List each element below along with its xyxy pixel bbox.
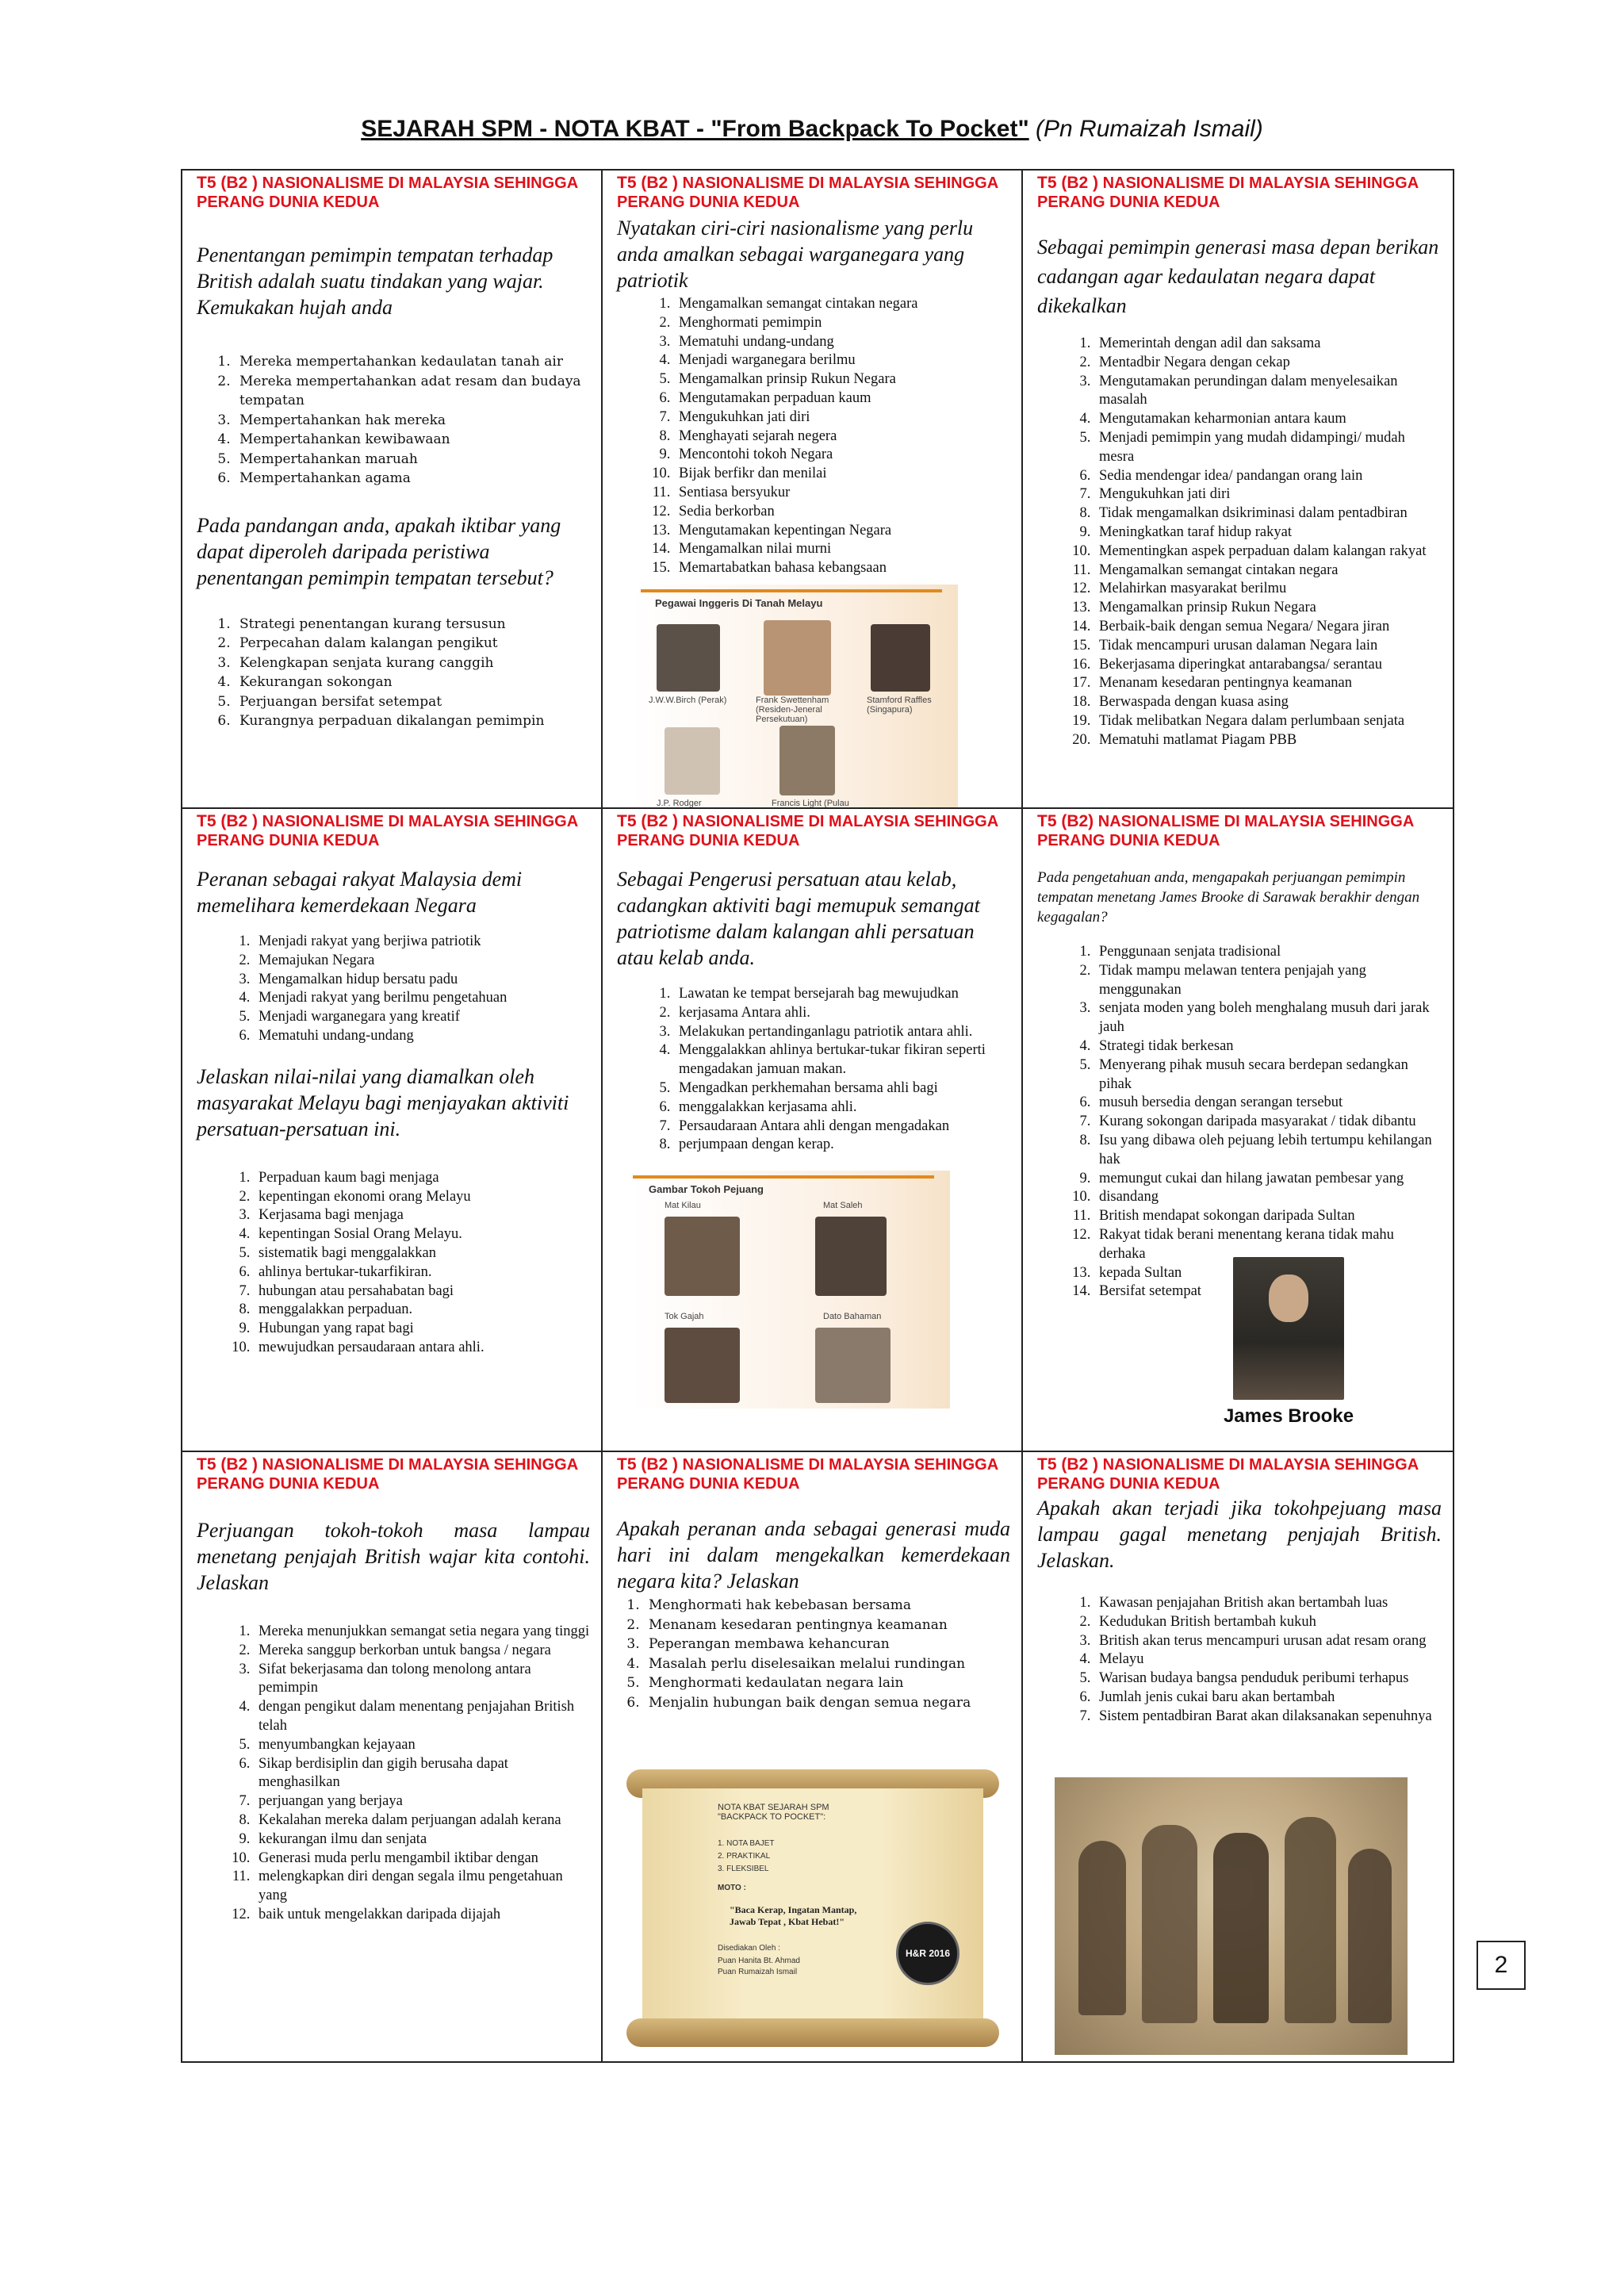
header-text: NASIONALISME DI MALAYSIA SEHINGGA PERANG DUNIA KEDUA [617, 174, 998, 211]
list-item: 2. Perpecahan dalam kalangan pengikut [235, 634, 590, 654]
list-item: 2. kepentingan ekonomi orang Melayu [254, 1188, 590, 1207]
cell-3 [1023, 171, 1453, 809]
scroll-preparer: Puan Hanita Bt. Ahmad [718, 1957, 800, 1965]
image-title: Gambar Tokoh Pejuang [649, 1183, 764, 1196]
notes-grid [181, 169, 1454, 2063]
list-item: 12. baik untuk mengelakkan daripada dijajah [254, 1906, 590, 1925]
list-item: 10. Mementingkan aspek perpaduan dalam kalangan rakyat [1094, 542, 1442, 562]
list-item: 7. Kurang sokongan daripada masyarakat / tidak dibantu [1094, 1113, 1442, 1132]
scroll-title: NOTA KBAT SEJARAH SPM "BACKPACK TO POCKET": [718, 1803, 829, 1822]
list-item: 2. Tidak mampu melawan tentera penjajah yang menggunakan [1094, 962, 1442, 1000]
cell-5 [603, 809, 1023, 1452]
cell-4 [182, 809, 603, 1452]
question: Perjuangan tokoh-tokoh masa lampau menetang penjajah British wajar kita contohi. Jelaskan [197, 1519, 590, 1594]
answer-list [617, 295, 1010, 578]
list-item: 1. Mereka menunjukkan semangat setia negara yang tinggi [254, 1623, 590, 1642]
list-item: 4. Menjadi warganegara berilmu [674, 351, 1010, 370]
list-item: 6. Jumlah jenis cukai baru akan bertambah [1094, 1688, 1442, 1708]
list-item: 1. Menjadi rakyat yang berjiwa patriotik [254, 933, 590, 952]
figure-shape [1348, 1849, 1392, 2023]
list-item: 18. Berwaspada dengan kuasa asing [1094, 693, 1442, 712]
list-item: 8. Isu yang dibawa oleh pejuang lebih tertumpu kehilangan hak [1094, 1132, 1442, 1170]
list-item: 6. musuh bersedia dengan serangan tersebut [1094, 1094, 1442, 1113]
header-code: T5 (B2 ) [197, 1455, 259, 1474]
portrait-rodger [665, 727, 720, 795]
list-item: 15. Memartabatkan bahasa kebangsaan [674, 559, 1010, 578]
figure-shape [1142, 1825, 1197, 2023]
header-text: NASIONALISME DI MALAYSIA SEHINGGA PERANG DUNIA KEDUA [197, 1456, 578, 1493]
scroll-bottom-roll [626, 2018, 999, 2047]
list-item: 11. Mengamalkan semangat cintakan negara [1094, 562, 1442, 581]
list-item: 9. Hubungan yang rapat bagi [254, 1320, 590, 1339]
portrait-light [779, 726, 835, 795]
list-item: 10. disandang [1094, 1188, 1442, 1207]
list-item: 4. kepentingan Sosial Orang Melayu. [254, 1225, 590, 1244]
page-title [0, 116, 1624, 143]
james-brooke-caption: James Brooke [1223, 1405, 1354, 1427]
question: Pada pengetahuan anda, mengapakah perjuangan pemimpin tempatan menetang James Brooke di Sarawak berakhir dengan kegagalan? [1037, 869, 1420, 926]
list-item: 4. Menjadi rakyat yang berilmu pengetahuan [254, 989, 590, 1008]
list-item: 6. Mempertahankan agama [235, 469, 590, 489]
scroll-item: 1. NOTA BAJET [718, 1839, 775, 1848]
cell-6 [1023, 809, 1453, 1452]
scroll-image [626, 1769, 999, 2047]
scroll-preparer: Puan Rumaizah Ismail [718, 1968, 798, 1976]
list-item: 8. perjumpaan dengan kerap. [674, 1136, 1010, 1155]
scroll-moto: "Baca Kerap, Ingatan Mantap, Jawab Tepat , Kbat Hebat!" [730, 1904, 857, 1927]
list-item: 4. Kekurangan sokongan [235, 673, 590, 692]
list-item: 2. Kedudukan British bertambah kukuh [1094, 1613, 1442, 1632]
list-item: 20. Mematuhi matlamat Piagam PBB [1094, 731, 1442, 750]
answer-list [197, 615, 590, 731]
header-text: NASIONALISME DI MALAYSIA SEHINGGA PERANG DUNIA KEDUA [197, 813, 578, 849]
cell-2 [603, 171, 1023, 809]
list-item: 3. Mengutamakan perundingan dalam menyelesaikan masalah [1094, 373, 1442, 411]
list-item: 1. Lawatan ke tempat bersejarah bag mewujudkan [674, 985, 1010, 1004]
title-main: SEJARAH SPM - NOTA KBAT - "From Backpack To Pocket" [361, 116, 1029, 142]
scroll-moto-label: MOTO : [718, 1884, 746, 1892]
list-item: 10. Generasi muda perlu mengambil iktibar dengan [254, 1849, 590, 1869]
list-item: 6. Mematuhi undang-undang [254, 1027, 590, 1046]
cell-header [617, 174, 1010, 212]
list-item: 8. Tidak mengamalkan dsikriminasi dalam pentadbiran [1094, 504, 1442, 523]
header-code: T5 (B2 ) [1037, 174, 1099, 192]
question: Jelaskan nilai-nilai yang diamalkan oleh masyarakat Melayu bagi menjayakan aktiviti persatuan-persatuan ini. [197, 1064, 569, 1140]
british-officers-image [633, 585, 958, 809]
image-title-bar [633, 1175, 934, 1179]
portrait-swettenham [764, 620, 831, 696]
list-item: 5. Menjadi warganegara yang kreatif [254, 1008, 590, 1027]
caption: J.P. Rodger [657, 798, 702, 808]
list-item: 19. Tidak melibatkan Negara dalam perlumbaan senjata [1094, 712, 1442, 731]
portrait-tok-gajah [665, 1328, 740, 1403]
list-item: 10. Bijak berfikr dan menilai [674, 465, 1010, 484]
list-item: 3. Kerjasama bagi menjaga [254, 1206, 590, 1225]
answer-list [617, 985, 1010, 1155]
list-item: 3. Melakukan pertandinganlagu patriotik antara ahli. [674, 1023, 1010, 1042]
answer-list [1037, 335, 1442, 750]
cell-header [1037, 812, 1442, 850]
list-item: 5. menyumbangkan kejayaan [254, 1736, 590, 1755]
answer-list [617, 1596, 1010, 1712]
scroll-prepared-label: Disediakan Oleh : [718, 1944, 780, 1953]
list-item: 8. menggalakkan perpaduan. [254, 1301, 590, 1320]
list-item: 1. Kawasan penjajahan British akan bertambah luas [1094, 1594, 1442, 1613]
title-author: (Pn Rumaizah Ismail) [1028, 116, 1263, 142]
list-item: 2. Mentadbir Negara dengan cekap [1094, 354, 1442, 373]
list-item: 1. Strategi penentangan kurang tersusun [235, 615, 590, 634]
list-item: 7. hubungan atau persahabatan bagi [254, 1282, 590, 1301]
list-item: 6. Menjalin hubungan baik dengan semua negara [644, 1693, 1010, 1713]
caption: Frank Swettenham (Residen-Jeneral Persekutuan) [756, 695, 829, 724]
scroll-item: 3. FLEKSIBEL [718, 1865, 769, 1873]
cell-header [197, 812, 590, 850]
list-item: 7. Mengukuhkan jati diri [674, 408, 1010, 427]
image-title: Pegawai Inggeris Di Tanah Melayu [655, 596, 823, 609]
list-item: 11. Sentiasa bersyukur [674, 484, 1010, 503]
scroll-item: 2. PRAKTIKAL [718, 1852, 771, 1861]
page-number: 2 [1477, 1941, 1526, 1990]
caption: Stamford Raffles (Singapura) [867, 695, 932, 715]
header-text: NASIONALISME DI MALAYSIA SEHINGGA PERANG DUNIA KEDUA [197, 174, 578, 211]
list-item: 12. Rakyat tidak berani menentang kerana tidak mahu derhaka [1094, 1226, 1442, 1264]
question: Sebagai pemimpin generasi masa depan berikan cadangan agar kedaulatan negara dapat dikekalkan [1037, 236, 1439, 317]
list-item: 4. Strategi tidak berkesan [1094, 1037, 1442, 1056]
list-item: 5. Mengamalkan prinsip Rukun Negara [674, 370, 1010, 389]
list-item: 4. Mengutamakan keharmonian antara kaum [1094, 410, 1442, 429]
cell-header [1037, 174, 1442, 212]
header-text: NASIONALISME DI MALAYSIA SEHINGGA PERANG DUNIA KEDUA [617, 1456, 998, 1493]
list-item: 1. Menghormati hak kebebasan bersama [644, 1596, 1010, 1616]
scroll-paper [642, 1788, 983, 2026]
header-code: T5 (B2 ) [617, 1455, 679, 1474]
list-item: 7. perjuangan yang berjaya [254, 1792, 590, 1811]
warriors-image [633, 1171, 950, 1409]
list-item: 1. Memerintah dengan adil dan saksama [1094, 335, 1442, 354]
header-text: NASIONALISME DI MALAYSIA SEHINGGA PERANG DUNIA KEDUA [617, 813, 998, 849]
list-item: 1. Mengamalkan semangat cintakan negara [674, 295, 1010, 314]
cell-header [197, 1455, 590, 1493]
list-item: 6. Sikap berdisiplin dan gigih berusaha dapat menghasilkan [254, 1755, 590, 1793]
list-item: 8. Menghayati sejarah negera [674, 427, 1010, 447]
header-code: T5 (B2 ) [197, 174, 259, 192]
cell-8 [603, 1452, 1023, 2061]
list-item: 1. Penggunaan senjata tradisional [1094, 943, 1442, 962]
list-item: 6. menggalakkan kerjasama ahli. [674, 1098, 1010, 1117]
list-item: 12. Sedia berkorban [674, 503, 1010, 522]
figure-shape [1213, 1833, 1269, 2023]
question: Apakah peranan anda sebagai generasi muda hari ini dalam mengekalkan kemerdekaan negara kita? Jelaskan [617, 1517, 1010, 1593]
header-text: NASIONALISME DI MALAYSIA SEHINGGA PERANG DUNIA KEDUA [1037, 174, 1419, 211]
cell-header [617, 812, 1010, 850]
caption: Dato Bahaman [823, 1312, 882, 1322]
cell-9 [1023, 1452, 1453, 2061]
list-item: 6. Sedia mendengar idea/ pandangan orang lain [1094, 467, 1442, 486]
list-item: 3. Mengamalkan hidup bersatu padu [254, 971, 590, 990]
question: Pada pandangan anda, apakah iktibar yang dapat diperoleh daripada peristiwa penentangan pemimpin tempatan tersebut? [197, 513, 561, 589]
list-item: 16. Bekerjasama diperingkat antarabangsa/ serantau [1094, 656, 1442, 675]
list-item: 4. Menggalakkan ahlinya bertukar-tukar fikiran seperti mengadakan jamuan makan. [674, 1041, 1010, 1079]
portrait-dato-bahaman [815, 1328, 891, 1403]
question: Sebagai Pengerusi persatuan atau kelab, cadangkan aktiviti bagi memupuk semangat patriotisme dalam kalangan ahli persatuan atau kelab anda. [617, 868, 980, 969]
list-item: 13. Mengutamakan kepentingan Negara [674, 522, 1010, 541]
list-item: 5. Mengadkan perkhemahan bersama ahli bagi [674, 1079, 1010, 1098]
header-code: T5 (B2 ) [197, 812, 259, 830]
answer-list [197, 352, 590, 489]
caption: J.W.W.Birch (Perak) [649, 695, 727, 705]
list-item: 5. Perjuangan bersifat setempat [235, 692, 590, 712]
list-item: 5. Menghormati kedaulatan negara lain [644, 1673, 1010, 1693]
list-item: 3. Mempertahankan hak mereka [235, 411, 590, 431]
list-item: 13. Mengamalkan prinsip Rukun Negara [1094, 599, 1442, 618]
portrait-birch [657, 624, 720, 692]
list-item: 12. Melahirkan masyarakat berilmu [1094, 580, 1442, 599]
list-item: 1. Mereka mempertahankan kedaulatan tanah air [235, 352, 590, 372]
list-item: 3. Kelengkapan senjata kurang canggih [235, 654, 590, 673]
header-text: NASIONALISME DI MALAYSIA SEHINGGA PERANG DUNIA KEDUA [1037, 1456, 1419, 1493]
list-item: 15. Tidak mencampuri urusan dalaman Negara lain [1094, 637, 1442, 656]
list-item: 4. Masalah perlu diselesaikan melalui rundingan [644, 1654, 1010, 1674]
list-item: 14. Bersifat setempat [1094, 1282, 1442, 1301]
caption: Tok Gajah [665, 1312, 704, 1322]
list-item: 3. Peperangan membawa kehancuran [644, 1635, 1010, 1654]
answer-list [197, 933, 590, 1046]
list-item: 2. Menanam kesedaran pentingnya keamanan [644, 1616, 1010, 1635]
list-item: 6. Mengutamakan perpaduan kaum [674, 389, 1010, 408]
list-item: 5. Menjadi pemimpin yang mudah didampingi/ mudah mesra [1094, 429, 1442, 467]
cell-header [197, 174, 590, 212]
list-item: 7. Mengukuhkan jati diri [1094, 485, 1442, 504]
list-item: 3. Mematuhi undang-undang [674, 333, 1010, 352]
historical-group-photo [1055, 1777, 1408, 2055]
figure-shape [1285, 1817, 1336, 2023]
face-shape [1269, 1274, 1308, 1322]
james-brooke-portrait [1233, 1257, 1344, 1400]
list-item: 4. dengan pengikut dalam menentang penjajahan British telah [254, 1698, 590, 1736]
header-code: T5 (B2 ) [1037, 1455, 1099, 1474]
list-item: 5. Mempertahankan maruah [235, 450, 590, 470]
caption: Mat Saleh [823, 1201, 863, 1211]
question: Apakah akan terjadi jika tokohpejuang masa lampau gagal menetang penjajah British. Jelaskan. [1037, 1497, 1442, 1572]
list-item: 14. Berbaik-baik dengan semua Negara/ Negara jiran [1094, 618, 1442, 637]
header-code: T5 (B2) [1037, 812, 1094, 830]
cell-1 [182, 171, 603, 809]
cell-header [1037, 1455, 1442, 1493]
cell-7 [182, 1452, 603, 2061]
answer-list [1037, 1594, 1442, 1727]
list-item: 8. Kekalahan mereka dalam perjuangan adalah kerana [254, 1811, 590, 1830]
cell-header [617, 1455, 1010, 1493]
list-item: 13. kepada Sultan [1094, 1264, 1442, 1283]
list-item: 5. sistematik bagi menggalakkan [254, 1244, 590, 1263]
portrait-mat-kilau [665, 1217, 740, 1296]
list-item: 11. melengkapkan diri dengan segala ilmu pengetahuan yang [254, 1868, 590, 1906]
list-item: 7. Persaudaraan Antara ahli dengan mengadakan [674, 1117, 1010, 1137]
caption: Mat Kilau [665, 1201, 701, 1211]
question: Nyatakan ciri-ciri nasionalisme yang perlu anda amalkan sebagai warganegara yang patriotik [617, 217, 974, 292]
scroll-badge [896, 1922, 959, 1985]
image-title-bar [641, 589, 942, 592]
answer-list [1037, 943, 1442, 1301]
list-item: 14. Mengamalkan nilai murni [674, 540, 1010, 559]
header-code: T5 (B2 ) [617, 174, 679, 192]
list-item: 2. Mereka mempertahankan adat resam dan budaya tempatan [235, 372, 590, 411]
question: Penentangan pemimpin tempatan terhadap British adalah suatu tindakan yang wajar. Kemukakan hujah anda [197, 243, 553, 319]
header-text: NASIONALISME DI MALAYSIA SEHINGGA PERANG DUNIA KEDUA [1037, 813, 1414, 849]
list-item: 6. Kurangnya perpaduan dikalangan pemimpin [235, 711, 590, 731]
list-item: 5. Warisan budaya bangsa penduduk peribumi terhapus [1094, 1669, 1442, 1688]
figure-shape [1078, 1841, 1126, 2015]
list-item: 5. Menyerang pihak musuh secara berdepan sedangkan pihak [1094, 1056, 1442, 1094]
list-item: 9. Mencontohi tokoh Negara [674, 446, 1010, 465]
list-item: 3. senjata moden yang boleh menghalang musuh dari jarak jauh [1094, 999, 1442, 1037]
list-item: 7. Sistem pentadbiran Barat akan dilaksanakan sepenuhnya [1094, 1708, 1442, 1727]
list-item: 6. ahlinya bertukar-tukarfikiran. [254, 1263, 590, 1282]
list-item: 2. kerjasama Antara ahli. [674, 1004, 1010, 1023]
portrait-mat-saleh [815, 1217, 887, 1296]
list-item: 3. British akan terus mencampuri urusan adat resam orang [1094, 1632, 1442, 1651]
answer-list [197, 1623, 590, 1925]
list-item: 2. Mereka sanggup berkorban untuk bangsa / negara [254, 1642, 590, 1661]
list-item: 2. Memajukan Negara [254, 952, 590, 971]
caption: Francis Light (Pulau [772, 798, 849, 808]
list-item: 10. mewujudkan persaudaraan antara ahli. [254, 1339, 590, 1358]
badge-text: H&R 2016 [905, 1948, 951, 1959]
list-item: 1. Perpaduan kaum bagi menjaga [254, 1169, 590, 1188]
list-item: 4. Mempertahankan kewibawaan [235, 430, 590, 450]
list-item: 2. Menghormati pemimpin [674, 314, 1010, 333]
header-code: T5 (B2 ) [617, 812, 679, 830]
list-item: 3. Sifat bekerjasama dan tolong menolong antara pemimpin [254, 1661, 590, 1699]
list-item: 11. British mendapat sokongan daripada Sultan [1094, 1207, 1442, 1226]
portrait-raffles [871, 624, 930, 692]
list-item: 9. memungut cukai dan hilang jawatan pembesar yang [1094, 1170, 1442, 1189]
answer-list [197, 1169, 590, 1358]
question: Peranan sebagai rakyat Malaysia demi memelihara kemerdekaan Negara [197, 868, 523, 917]
list-item: 9. Meningkatkan taraf hidup rakyat [1094, 523, 1442, 542]
list-item: 17. Menanam kesedaran pentingnya keamanan [1094, 674, 1442, 693]
list-item: 4. Melayu [1094, 1650, 1442, 1669]
list-item: 9. kekurangan ilmu dan senjata [254, 1830, 590, 1849]
